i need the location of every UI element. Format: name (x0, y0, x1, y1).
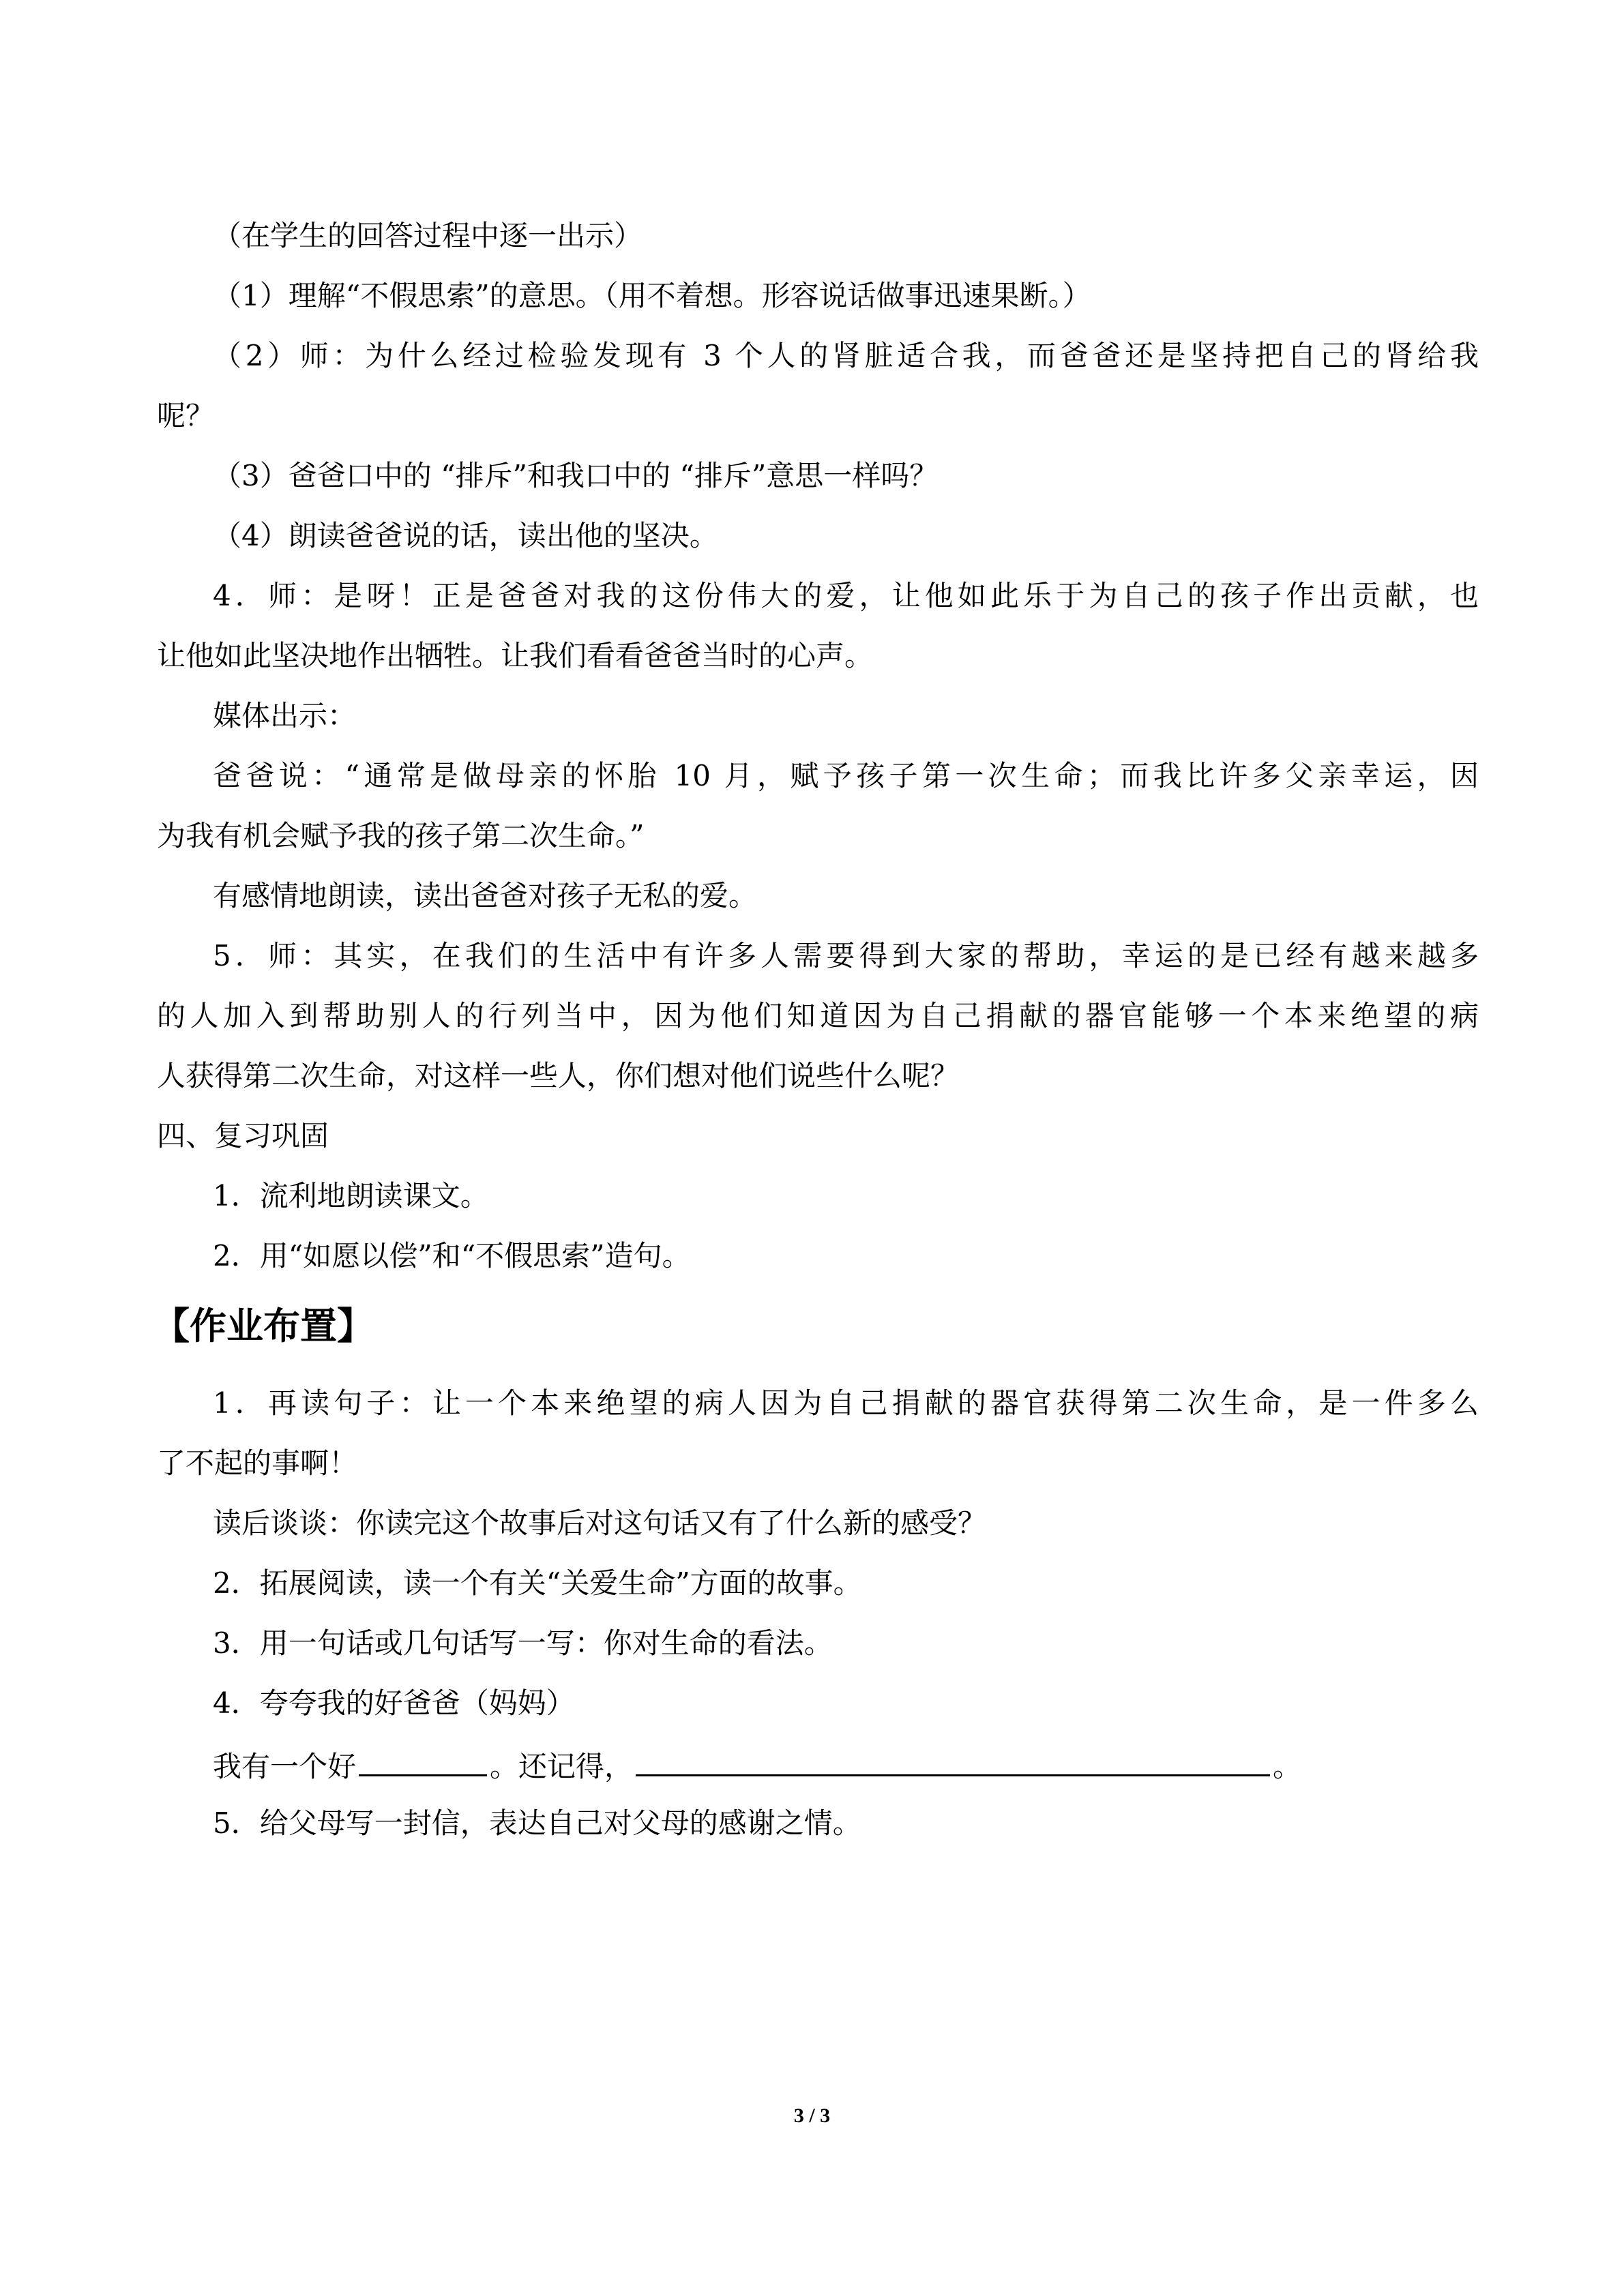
paragraph-line: 让他如此坚决地作出牺牲。让我们看看爸爸当时的心声。 (157, 639, 874, 672)
paragraph-line: 有感情地朗读，读出爸爸对孩子无私的爱。 (213, 879, 758, 912)
paragraph-line: 5．师：其实，在我们的生活中有许多人需要得到大家的帮助，幸运的是已经有越来越多 (213, 939, 1479, 972)
paragraph-line: 爸爸说：“通常是做母亲的怀胎 10 月，赋予孩子第一次生命；而我比许多父亲幸运，因 (213, 759, 1479, 792)
blank-field-long[interactable] (636, 1744, 1270, 1776)
fill-in-prefix: 我有一个好 (213, 1750, 357, 1783)
fill-in-middle: 。还记得， (490, 1750, 634, 1783)
list-item: 1．流利地朗读课文。 (213, 1179, 489, 1212)
paragraph-line: 呢？ (157, 399, 215, 432)
paragraph-line: （4）朗读爸爸说的话，读出他的坚决。 (213, 519, 718, 552)
paragraph-line: 4．师：是呀！正是爸爸对我的这份伟大的爱，让他如此乐于为自己的孩子作出贡献，也 (213, 579, 1479, 612)
paragraph-line: 人获得第二次生命，对这样一些人，你们想对他们说些什么呢？ (157, 1059, 960, 1092)
homework-item: 5．给父母写一封信，表达自己对父母的感谢之情。 (213, 1806, 861, 1840)
paragraph-line: （在学生的回答过程中逐一出示） (213, 219, 643, 252)
fill-in-line (213, 1744, 1301, 1786)
homework-item: 2．拓展阅读，读一个有关“关爱生命”方面的故事。 (213, 1566, 862, 1600)
homework-item: 读后谈谈：你读完这个故事后对这句话又有了什么新的感受？ (213, 1506, 987, 1540)
paragraph-line: （1）理解“不假思索”的意思。（用不着想。形容说话做事迅速果断。） (213, 279, 1091, 312)
paragraph-line: 媒体出示： (213, 699, 357, 732)
blank-field-short[interactable] (359, 1744, 487, 1776)
homework-item: 1．再读句子：让一个本来绝望的病人因为自己捐献的器官获得第二次生命，是一件多么 (213, 1386, 1479, 1420)
list-item: 2．用“如愿以偿”和“不假思索”造句。 (213, 1239, 691, 1272)
paragraph-line: 为我有机会赋予我的孩子第二次生命。” (157, 819, 645, 852)
paragraph-line: （3）爸爸口中的 “排斥”和我口中的 “排斥”意思一样吗？ (213, 459, 939, 492)
paragraph-line: 的人加入到帮助别人的行列当中，因为他们知道因为自己捐献的器官能够一个本来绝望的病 (157, 999, 1479, 1032)
fill-in-suffix: 。 (1273, 1750, 1302, 1783)
homework-item: 了不起的事啊！ (157, 1446, 358, 1480)
homework-item: 3．用一句话或几句话写一写：你对生命的看法。 (213, 1626, 833, 1660)
homework-heading: 【作业布置】 (153, 1304, 374, 1347)
page-number: 3 / 3 (793, 2104, 831, 2127)
section-heading: 四、复习巩固 (157, 1119, 329, 1152)
paragraph-line: （2）师：为什么经过检验发现有 3 个人的肾脏适合我，而爸爸还是坚持把自己的肾给我 (213, 339, 1479, 372)
homework-item: 4．夸夸我的好爸爸（妈妈） (213, 1686, 575, 1720)
